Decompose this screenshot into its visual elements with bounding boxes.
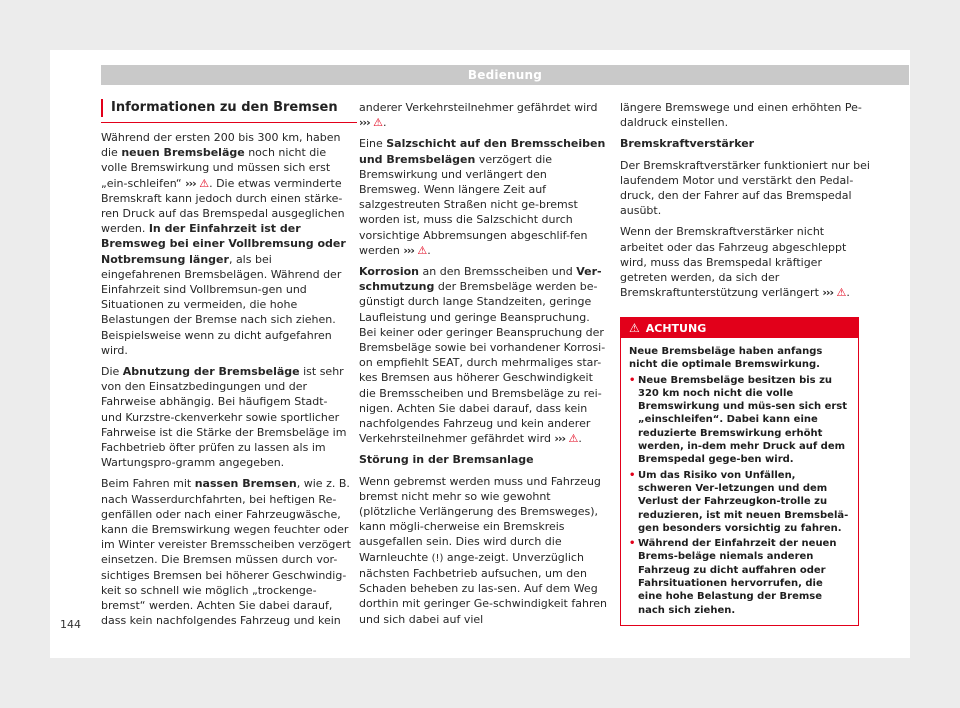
warning-box-label: ACHTUNG [645, 321, 707, 335]
manual-page [50, 50, 910, 658]
bullet-icon: • [629, 374, 636, 386]
paragraph [359, 474, 609, 627]
text-run: Wenn der Bremskraftverstärker nicht arbeitet oder das Fahrzeug abgeschleppt wird, muss das Bremspedal kräftiger getreten werden, da sich der Bremskraftunterstützung verlängert [620, 225, 847, 300]
title-underline [101, 122, 357, 123]
text-run: der Bremsbeläge werden be-günstigt durch lange Standzeiten, geringe Laufleistung und geringe Beanspruchung. Bei keiner oder geringer Beanspruchung der Bremsbeläge sowie bei vorhandener Korrosi-on empfiehlt SEAT, durch mehrmaliges star-kes Bremsen aus höherer Geschwindigkeit die Bremsscheiben und Bremsbeläge zu rei-nigen. Achten Sie dabei darauf, dass kein nachfolgendes Fahrzeug und kein anderer Verkehrsteilnehmer gefährdet wird [359, 280, 606, 446]
warning-icon: ⚠ [629, 321, 640, 335]
text-run: ange-zeigt. Unverzüglich nächsten Fachbetrieb aufsuchen, um den Schaden beheben zu las-sen. Auf dem Weg dorthin mit geringer Ge-schwindigkeit fahren und sich dabei auf viel [359, 550, 607, 626]
brake-warning-lamp-icon: (!) [431, 552, 444, 564]
reference-arrow-icon[interactable]: ››› [822, 286, 833, 300]
paragraph: Der Bremskraftverstärker funktioniert nur bei laufendem Motor und verstärkt den Pedal-druck, den der Fahrer auf das Bremspedal ausübt. [620, 158, 870, 218]
text-run: Wenn gebremst werden muss und Fahrzeug bremst nicht mehr so wie gewohnt (plötzliche Verlängerung des Bremsweges), kann mögli-cherweise ein Bremskreis ausgefallen sein. Dies wird durch die Warnleuchte [359, 474, 601, 564]
warning-icon: ⚠ [568, 432, 579, 446]
text-run: . Die etwas verminderte Bremskraft kann jedoch durch einen stärke-ren Druck auf das Bremspedal ausgeglichen werden. [101, 176, 345, 236]
paragraph [101, 476, 351, 628]
text-run: noch nicht die volle Bremswirkung und müssen sich erst „ein-schleifen“ [101, 146, 331, 190]
text-column-3 [620, 100, 870, 306]
text-run: . [578, 432, 582, 446]
warning-icon: ⚠ [199, 176, 210, 190]
reference-arrow-icon[interactable]: ››› [403, 243, 414, 257]
text-run: anderer Verkehrsteilnehmer gefährdet wird [359, 101, 598, 114]
warning-icon: ⚠ [373, 116, 383, 130]
text-run: an den Bremsscheiben und [419, 265, 577, 279]
list-item [629, 537, 850, 617]
text-run: . [382, 116, 387, 130]
text-run: verzögert die Bremswirkung und verlängert den Bremsweg. Wenn längere Zeit auf salzgestreuten Straßen nicht ge-bremst worden ist, muss die Salzschicht durch vorsichtige Abbremsungen abgeschlif-fen werden [359, 152, 588, 257]
text-run: . [427, 243, 431, 257]
paragraph [359, 264, 609, 446]
subheading: Störung in der Bremsanlage [359, 453, 534, 467]
reference-arrow-icon[interactable]: ››› [359, 116, 370, 130]
list-item-text: Um das Risiko von Unfällen, schweren Ver-letzungen und dem Verlust der Fahrzeugkon-trolle zu reduzieren, ist mit neuen Bremsbelä-gen besonders vorsichtig zu fahren. [638, 469, 849, 534]
text-run: Beim Fahren mit [101, 477, 195, 491]
bold-text: nassen Bremsen [194, 477, 297, 491]
reference-arrow-icon[interactable]: ››› [185, 176, 196, 190]
section-header-label: Bedienung [467, 68, 543, 82]
bold-text: Ver-schmutzung [359, 265, 602, 294]
bold-text: Salzschicht auf den Bremsscheiben und Bremsbelägen [359, 137, 606, 166]
page-number: 144 [60, 618, 81, 631]
warning-box-header [621, 318, 858, 338]
text-column-1 [101, 130, 351, 635]
text-run: Während der ersten 200 bis 300 km, haben die [101, 131, 341, 160]
warning-box [620, 317, 859, 626]
text-run: Eine [359, 137, 387, 151]
warning-box-body [621, 338, 858, 625]
bold-text: Abnutzung der Bremsbeläge [122, 365, 300, 379]
paragraph [101, 364, 351, 470]
section-header-band [101, 65, 909, 85]
paragraph [620, 224, 870, 300]
bold-text: In der Einfahrzeit ist der Bremsweg bei einer Vollbremsung oder Notbremsung länger [101, 222, 346, 266]
bullet-icon: • [629, 538, 636, 550]
text-run: , als bei eingefahrenen Bremsbelägen. Während der Einfahrzeit sind Vollbremsun-gen und Situationen zu vermeiden, die hohe Belastungen der Bremse nach sich ziehen. Beispielsweise wenn zu dicht aufgefahren wird. [101, 252, 342, 357]
text-run: ist sehr von den Einsatzbedingungen und der Fahrweise abhängig. Bei häufigem Stadt- und Kurzstre-ckenverkehr sowie sportlicher Fahrweise ist die Stärke der Bremsbeläge im Fachbetrieb öfter prüfen zu lassen als im Wartungspro-gramm angegeben. [101, 365, 347, 470]
paragraph [101, 130, 351, 358]
paragraph [359, 136, 609, 258]
bold-text: neuen Bremsbeläge [121, 146, 245, 160]
text-run: Die [101, 365, 123, 379]
warning-icon: ⚠ [417, 243, 428, 257]
list-item [629, 374, 850, 467]
subheading: Bremskraftverstärker [620, 137, 755, 151]
page-title: Informationen zu den Bremsen [101, 99, 365, 117]
bullet-icon: • [629, 469, 636, 481]
list-item-text: Neue Bremsbeläge besitzen bis zu 320 km noch nicht die volle Bremswirkung und müs-sen sich erst „einschleifen“. Dabei kann eine reduzierte Bremswirkung erhöht werden, in-dem mehr Druck auf dem Bremspedal gege-ben wird. [638, 374, 848, 466]
text-run: . [846, 286, 850, 300]
bold-text: Korrosion [359, 265, 420, 279]
list-item-text: Während der Einfahrzeit der neuen Brems-beläge niemals anderen Fahrzeug zu dicht auffahren oder Fahrsituationen hervorrufen, die eine hohe Belastung der Bremse nach sich ziehen. [638, 538, 837, 616]
text-column-2 [359, 100, 609, 633]
paragraph: längere Bremswege und einen erhöhten Pe-daldruck einstellen. [620, 101, 862, 130]
paragraph [359, 100, 609, 130]
warning-intro: Neue Bremsbeläge haben anfangs nicht die optimale Bremswirkung. [629, 346, 823, 371]
warning-icon: ⚠ [836, 286, 847, 300]
reference-arrow-icon[interactable]: ››› [554, 432, 566, 446]
list-item [629, 469, 850, 535]
text-run: , wie z. B. nach Wasserdurchfahrten, bei heftigen Re-genfällen oder nach einer Fahrzeugwäsche, kann die Bremswirkung wegen feuchter oder im Winter vereister Bremsscheiben verzögert einsetzen. Die Bremsen müssen durch vor-sichtiges Bremsen bei höherer Geschwindig-keit so schnell wie möglich „trockenge-bremst“ werden. Achten Sie dabei darauf, dass kein nachfolgendes Fahrzeug und kein [101, 477, 351, 628]
